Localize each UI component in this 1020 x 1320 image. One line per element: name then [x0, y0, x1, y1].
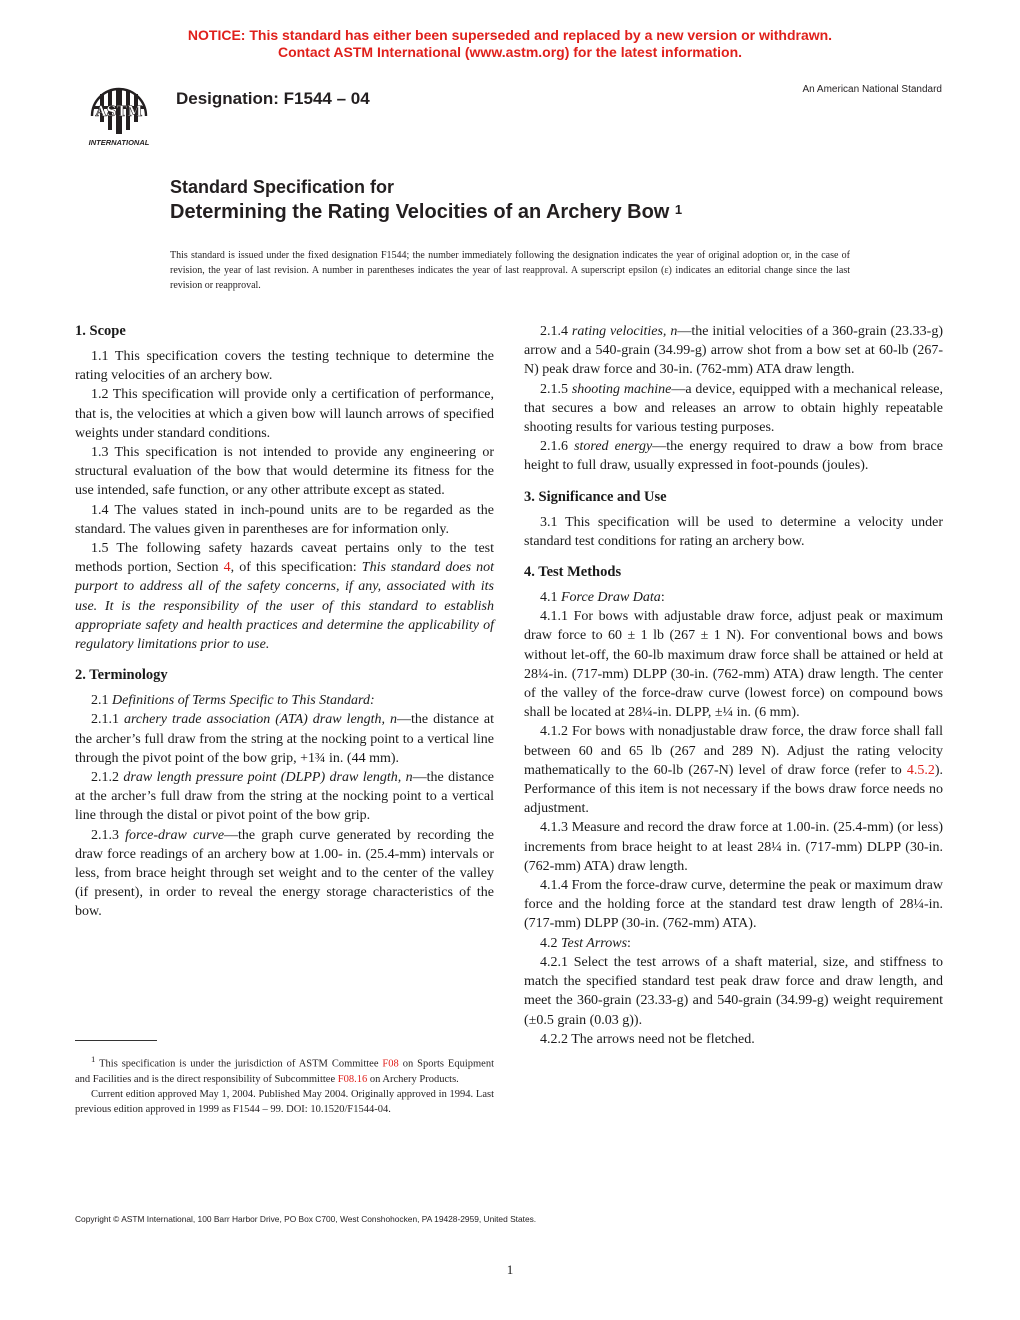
para-2-1-3-num: 2.1.3	[91, 827, 126, 843]
safety-caveat: This standard does not purport to address all of the safety concerns, if any, associated with its use. It is the responsibility of the user of this standard to establish appropriate safety and health practices and determine the applicability of regulatory limitations prior to use.	[75, 560, 494, 653]
logo-text: ASTM	[95, 104, 143, 120]
para-2-1-5-num: 2.1.5	[540, 381, 572, 397]
title-line-1: Standard Specification for	[170, 177, 395, 197]
term-shooting-machine: shooting machine	[571, 381, 672, 397]
para-2-1-6	[524, 437, 943, 475]
committee-link[interactable]: F08	[382, 1058, 399, 1070]
right-column	[524, 322, 943, 1049]
footnotes	[75, 1052, 494, 1118]
para-4-2-title: Test Arrows	[561, 935, 628, 951]
para-4-2-1: 4.2.1 Select the test arrows of a shaft material, size, and stiffness to match the specified standard test peak draw force and draw length, and meet the 360-grain (23.33-g) and 540-grain (34.99-g) weight requirement (±0.5 grain (0.03 g)).	[524, 954, 943, 1028]
para-4-2	[524, 934, 943, 953]
para-4-1-2	[524, 722, 943, 818]
para-2-1-num: 2.1	[91, 693, 112, 709]
para-2-1-4-num: 2.1.4	[540, 324, 572, 339]
para-1-4: 1.4 The values stated in inch-pound units are to be regarded as the standard. The values given in parentheses are for information only.	[75, 502, 494, 537]
para-4-2-2: 4.2.2 The arrows need not be fletched.	[540, 1031, 755, 1047]
para-4-1-1: 4.1.1 For bows with adjustable draw force, adjust peak or maximum draw force to 60 ± 1 lb (267 ± 1 N). For conventional bows and bows without let-off, the 60-lb maximum draw force shall be attained or held at 28¼-in. (717-mm) DLPP (30-in. (762-mm) ATA) draw length. The center of the valley of the force-draw curve (lowest force) on compound bows shall be located at 28¼-in. DLPP, ±¼ in. (6 mm).	[524, 609, 943, 721]
para-2-1-1	[75, 710, 494, 768]
para-4-1-3: 4.1.3 Measure and record the draw force at 1.00-in. (25.4-mm) (or less) increments from brace height to at least 28¼ in. (717-mm) DLPP (30-in. (762-mm) ATA) draw length.	[524, 820, 943, 874]
term-rating-velocities: rating velocities, n	[571, 324, 678, 339]
para-4-1-2-text: 4.1.2 For bows with nonadjustable draw force, the draw force shall fall between 60 and 65 lb (267 and 289 N). Adjust the rating velocity mathematically to the 60-lb (267-N) level of draw force (refer to	[524, 724, 943, 778]
para-3-1: 3.1 This specification will be used to determine a velocity under standard test conditions for rating an archery bow.	[524, 514, 943, 549]
section-heading-test-methods: 4. Test Methods	[524, 564, 622, 581]
section-heading-terminology: 2. Terminology	[75, 667, 168, 684]
section-4-5-2-link[interactable]: 4.5.2	[906, 762, 935, 778]
para-2-1-1-text: —the distance at the archer’s full draw from the string at the nocking point to a vertical line through the pivot point of the bow grip, +1¾ in. (44 mm).	[75, 712, 495, 766]
para-1-2: 1.2 This specification will provide only a certification of performance, that is, the velocities at which a given bow will launch arrows of specified weights under standard conditions.	[75, 387, 494, 441]
page-number: 1	[506, 1262, 514, 1277]
para-1-3: 1.3 This specification is not intended to provide any engineering or structural evaluation of the bow that would determine its fitness for the use intended, safe function, or any other attribute except as stated.	[75, 445, 494, 499]
footnote-1-text: This specification is under the jurisdiction of ASTM Committee	[95, 1058, 383, 1070]
supersede-notice	[0, 27, 1020, 61]
document-title	[170, 175, 682, 227]
footnote-1-text-b: on Sports Equipment and Facilities and is the direct responsibility of Subcommittee	[75, 1058, 494, 1085]
para-4-2-colon: :	[627, 935, 631, 951]
section-heading-scope: 1. Scope	[75, 323, 126, 339]
footnote-2: Current edition approved May 1, 2004. Published May 2004. Originally approved in 1994. Last previous edition approved in 1999 as F1544 – 99. DOI: 10.1520/F1544-04.	[75, 1089, 494, 1116]
para-2-1-3-text: —the graph curve generated by recording the draw force readings of an archery bow at 1.00- in. (25.4-mm) intervals or less, from brace height through set weight and to the center of the valley (if present), in order to reveal the energy storage characteristics of the bow.	[75, 827, 494, 920]
astm-logo	[78, 76, 160, 148]
footnote-1-text-c: on Archery Products.	[367, 1073, 459, 1085]
para-2-1-1-num: 2.1.1	[91, 712, 124, 728]
copyright-line: Copyright © ASTM International, 100 Barr Harbor Drive, PO Box C700, West Conshohocken, PA 19428-2959, United States.	[75, 1214, 537, 1224]
para-4-1	[524, 588, 943, 607]
subcommittee-link[interactable]: F08.16	[337, 1073, 368, 1085]
para-4-1-num: 4.1	[540, 590, 561, 606]
para-1-5-text-b: , of this specification:	[230, 560, 362, 576]
para-1-5-text: 1.5 The following safety hazards caveat pertains only to the test methods portion, Section	[75, 541, 494, 576]
para-2-1-5	[524, 380, 943, 438]
para-2-1-2	[75, 768, 494, 826]
para-2-1-6-text: —the energy required to draw a bow from brace height to full draw, usually expressed in foot-pounds (joules).	[524, 439, 943, 474]
section-4-link[interactable]: 4	[223, 560, 231, 576]
footnote-mark: 1	[91, 1054, 96, 1064]
term-force-draw-curve: force-draw curve	[125, 827, 225, 843]
para-1-5	[75, 539, 494, 654]
footnote-1	[75, 1052, 494, 1087]
title-line-2-text: Determining the Rating Velocities of an Archery Bow	[170, 201, 670, 223]
para-2-1-4-text: —the initial velocities of a 360-grain (23.33-g) arrow and a 540-grain (34.99-g) arrow shot from a bow set at 60-lb (267-N) peak draw force and 30-in. (762-mm) ATA draw length.	[524, 324, 944, 378]
logo-sub-text: INTERNATIONAL	[88, 138, 150, 147]
para-2-1	[75, 691, 494, 710]
issued-note: This standard is issued under the fixed designation F1544; the number immediately following the designation indicates the year of original adoption or, in the case of revision, the year of last revision. A number in parentheses indicates the year of last reapproval. A superscript epsilon (ε) indicates an editorial change since the last revision or reapproval.	[170, 250, 850, 291]
para-4-2-num: 4.2	[540, 935, 561, 951]
notice-line-1: NOTICE: This standard has either been superseded and replaced by a new version or withdrawn.	[187, 27, 833, 43]
designation: Designation: F1544 – 04	[176, 89, 370, 108]
left-column	[75, 322, 494, 922]
term-dlpp-draw-length: draw length pressure point (DLPP) draw length, n	[123, 770, 413, 786]
term-ata-draw-length: archery trade association (ATA) draw length, n	[123, 712, 398, 728]
section-heading-significance: 3. Significance and Use	[524, 488, 667, 505]
para-2-1-2-text: —the distance at the archer’s full draw from the string at the nocking point to a vertical line through the distal or pivot point of the bow grip.	[75, 770, 495, 824]
para-2-1-5-text: —a device, equipped with a mechanical release, that secures a bow and releases an arrow to obtain highly repeatable shooting results for various testing purposes.	[524, 381, 944, 436]
notice-line-2: Contact ASTM International (www.astm.org) for the latest information.	[277, 44, 743, 60]
para-2-1-6-num: 2.1.6	[540, 439, 575, 455]
national-standard-label: An American National Standard	[802, 84, 942, 95]
term-stored-energy: stored energy	[574, 439, 653, 455]
para-2-1-4	[524, 322, 943, 380]
title-footnote-mark[interactable]: 1	[674, 202, 683, 217]
para-2-1-title: Definitions of Terms Specific to This Standard:	[112, 693, 375, 709]
title-line-2	[170, 199, 682, 227]
para-4-1-4: 4.1.4 From the force-draw curve, determine the peak or maximum draw force and the holding force at the standard test draw length of 28¼-in. (717-mm) DLPP (30-in. (762-mm) ATA).	[524, 878, 943, 932]
footnote-divider	[75, 1040, 157, 1041]
para-2-1-2-num: 2.1.2	[91, 770, 124, 786]
para-1-1: 1.1 This specification covers the testing technique to determine the rating velocities of an archery bow.	[75, 349, 494, 384]
para-2-1-3	[75, 826, 494, 922]
para-4-1-2-text-b: ). Performance of this item is not necessary if the bows draw force needs no adjustment.	[524, 762, 943, 817]
para-4-1-colon: :	[660, 590, 665, 606]
para-4-1-title: Force Draw Data	[561, 590, 661, 606]
